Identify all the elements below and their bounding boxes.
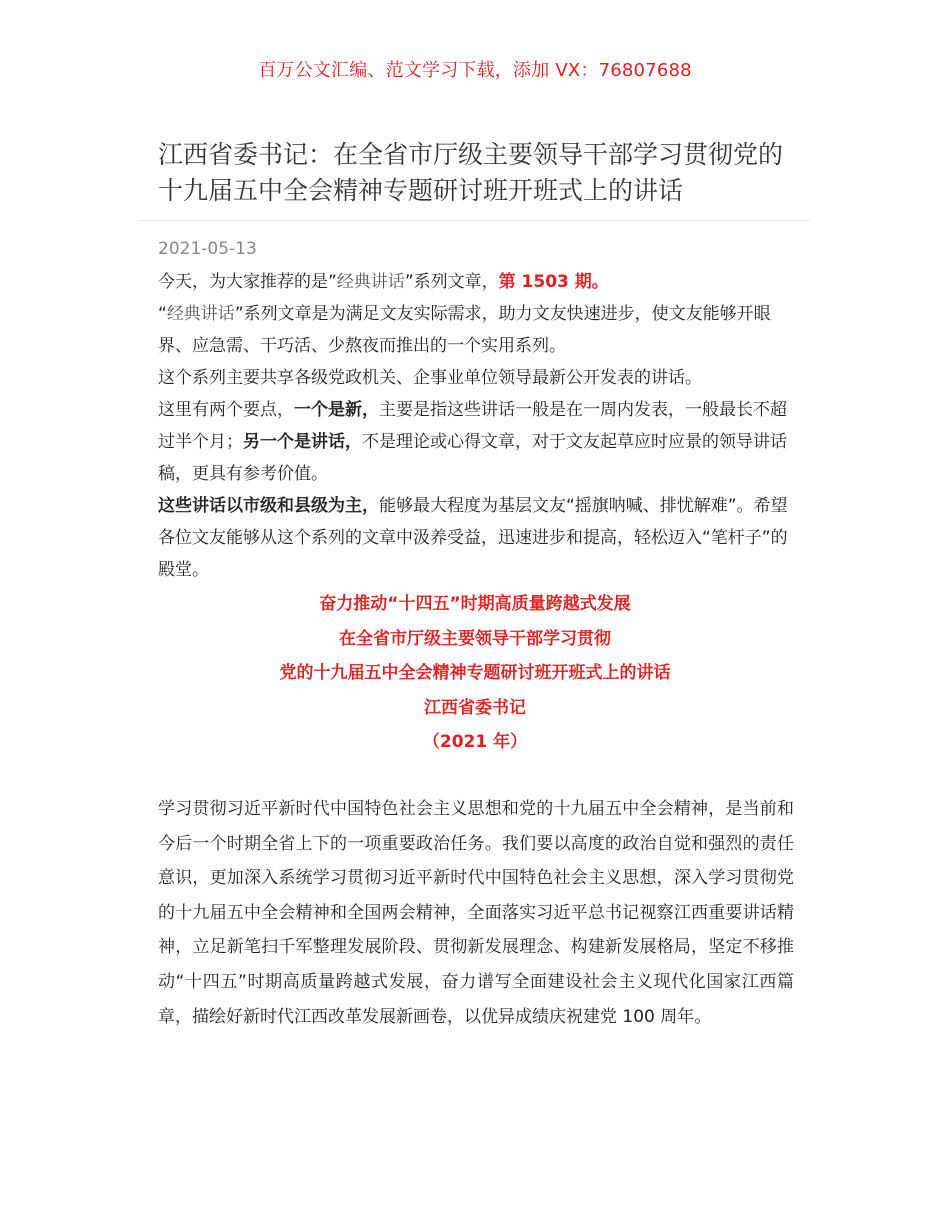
intro-text: 能够最大程度为基层文友“摇旗呐喊、排忧解难”。希望各位文友能够从这个系列的文章中汲养受益，迅速进步和提高，轻松迈入“笔杆子”的殿堂。	[158, 496, 788, 580]
intro-text: ”系列文章是为满足文友实际需求，助力文友快速进步，使文友能够开眼界、应急需、干巧活、少熬夜而推出的一个实用系列。	[158, 304, 771, 356]
speech-title-line-2: 在全省市厅级主要领导干部学习贯彻	[339, 628, 611, 649]
article-date: 2021-05-13	[158, 239, 257, 259]
key-point-3: 这些讲话以市级和县级为主，	[158, 496, 379, 516]
intro-paragraph-4	[158, 394, 794, 490]
intro-paragraph-2	[158, 298, 794, 362]
key-point-1: 一个是新，	[294, 400, 379, 420]
intro-paragraph-3: 这个系列主要共享各级党政机关、企事业单位领导最新公开发表的讲话。	[158, 368, 702, 388]
issue-number: 第 1503 期。	[498, 272, 609, 292]
speech-title-line-1: 奋力推动“十四五”时期高质量跨越式发展	[319, 594, 631, 614]
intro-text: 这里有两个要点，	[158, 400, 294, 420]
promo-banner: 百万公文汇编、范文学习下载，添加 VX：76807688	[258, 60, 692, 81]
intro-text: 今天，为大家推荐的是”	[158, 272, 337, 292]
intro-text: 主要是指这些讲话一般是在一周内发表，一般最长不超过半个月；	[158, 400, 787, 452]
title-divider	[140, 220, 810, 221]
intro-section	[158, 266, 794, 586]
intro-text: 不是理论或心得文章，对于文友起草应时应景的领导讲话稿，更具有参考价值。	[158, 432, 787, 484]
series-name: 经典讲话	[336, 272, 405, 292]
speech-author: 江西省委书记	[424, 697, 526, 718]
intro-paragraph-1	[158, 266, 794, 298]
article-title: 江西省委书记：在全省市厅级主要领导干部学习贯彻党的十九届五中全会精神专题研讨班开班式上的讲话	[158, 140, 784, 205]
intro-text: “	[158, 304, 167, 324]
series-name: 经典讲话	[166, 304, 235, 324]
body-paragraph-1: 学习贯彻习近平新时代中国特色社会主义思想和党的十九届五中全会精神，是当前和今后一个时期全省上下的一项重要政治任务。我们要以高度的政治自觉和强烈的责任意识，更加深入系统学习贯彻习近平新时代中国特色社会主义思想，深入学习贯彻党的十九届五中全会精神和全国两会精神，全面落实习近平总书记视察江西重要讲话精神，立足新笔扫千军整理发展阶段、贯彻新发展理念、构建新发展格局，坚定不移推动“十四五”时期高质量跨越式发展，奋力谱写全面建设社会主义现代化国家江西篇章，描绘好新时代江西改革发展新画卷，以优异成绩庆祝建党 100 周年。	[158, 799, 794, 1027]
intro-paragraph-5	[158, 490, 794, 586]
key-point-2: 另一个是讲话，	[243, 432, 362, 452]
speech-title-line-3: 党的十九届五中全会精神专题研讨班开班式上的讲话	[279, 663, 671, 683]
intro-text: ”系列文章，	[404, 272, 499, 292]
speech-header	[0, 587, 950, 760]
speech-year: （2021 年）	[422, 732, 528, 752]
